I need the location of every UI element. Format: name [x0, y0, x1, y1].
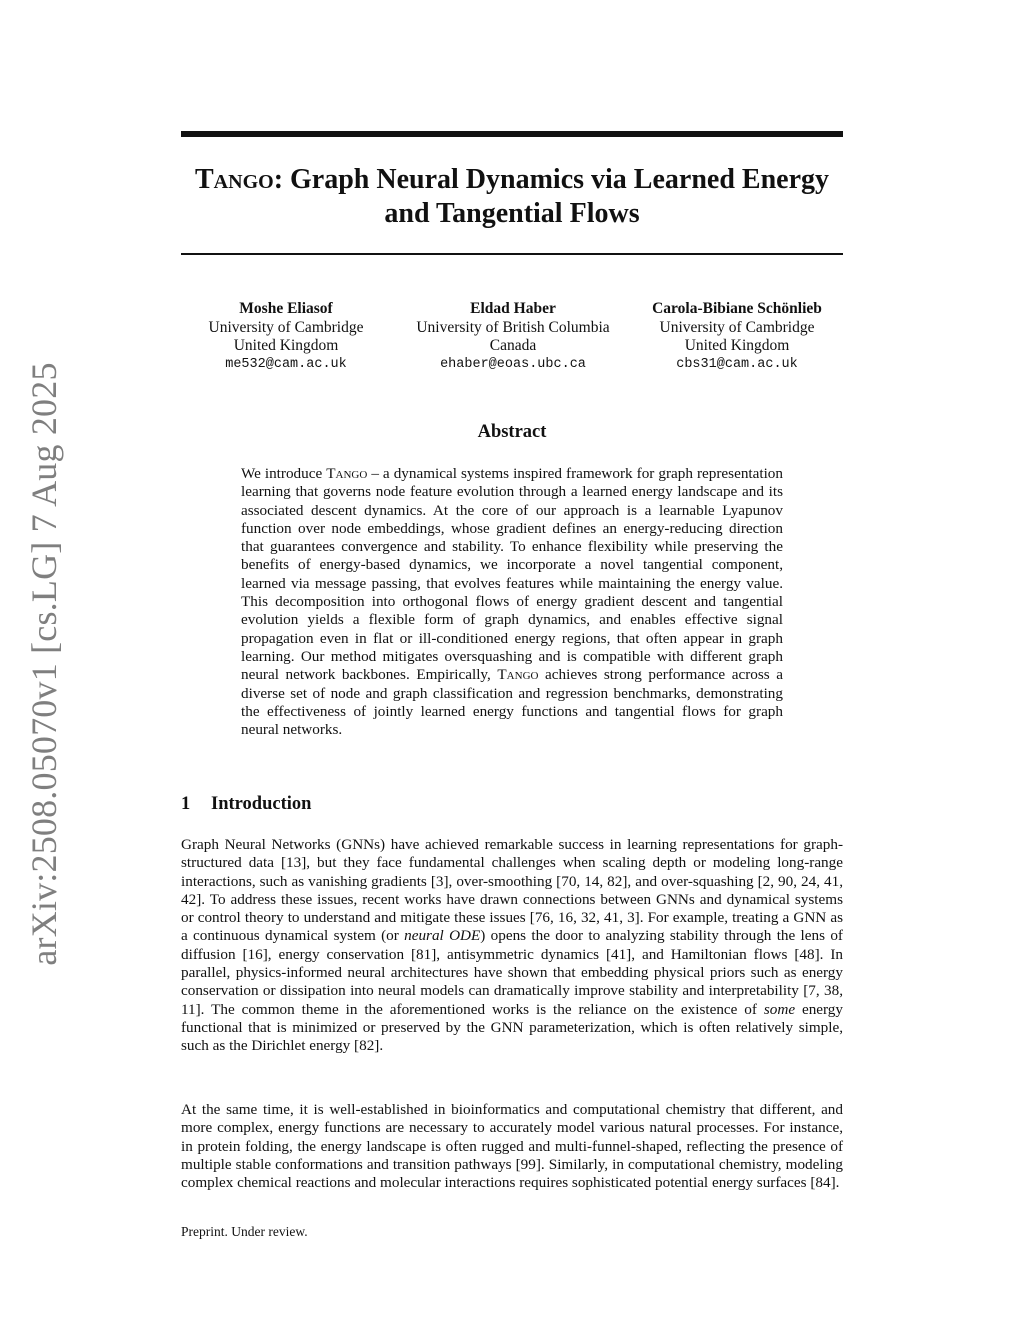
author-1: [181, 300, 391, 374]
author-email[interactable]: me532@cam.ac.uk: [225, 356, 347, 372]
arxiv-identifier-stamp: arXiv:2508.05070v1 [cs.LG] 7 Aug 2025: [24, 362, 64, 966]
author-country: Canada: [489, 337, 537, 354]
abstract-text: We introduce: [241, 465, 327, 482]
intro-paragraph-1: [181, 836, 843, 1056]
author-country: United Kingdom: [684, 337, 790, 354]
title-line-1: : Graph Neural Dynamics via Learned Energy: [273, 164, 829, 195]
paragraph-text: ) opens the door to analyzing stability through the lens of diffusion [16], energy conservation [81], antisymmetric dynamics [41], and Hamiltonian flows [48]. In parallel, physics-informed neural architectures have shown that embedding physical priors such as energy conservation or dissipation into neural models can dramatically improve stability and interpretability [7, 38, 11]. The common theme in the aforementioned works is the reliance on the existence of: [181, 927, 843, 1018]
title-bottom-rule: [181, 253, 843, 255]
author-affiliation: University of Cambridge: [208, 318, 364, 336]
author-name: Carola-Bibiane Schönlieb: [652, 300, 822, 317]
footer-note: Preprint. Under review.: [181, 1224, 308, 1239]
abstract-text: – a dynamical systems inspired framework for graph representation learning that governs node feature evolution through a learned energy landscape and its associated descent dynamics. At the core of our approach is a learnable Lyapunov function over node embeddings, whose gradient defines an energy-reducing direction that guarantees convergence and stability. To enhance flexibility while preserving the benefits of energy-based dynamics, we incorporate a novel tangential component, learned via message passing, that evolves features while maintaining the energy value. This decomposition into orthogonal flows of energy gradient descent and tangential evolution yields a flexible form of graph dynamics, and enables effective signal propagation even in flat or ill-conditioned energy regions, that often appear in graph learning. Our method mitigates oversquashing and is compatible with different graph neural network backbones. Empirically,: [241, 465, 783, 684]
emphasis-text: some: [763, 1000, 796, 1018]
section-heading-introduction: [181, 794, 311, 815]
title-line-2: and Tangential Flows: [384, 198, 640, 229]
author-block: [181, 300, 843, 380]
author-affiliation: University of Cambridge: [659, 318, 815, 336]
paragraph-text: Graph Neural Networks (GNNs) have achieved remarkable success in learning representations for graph-structured data [13], but they face fundamental challenges when scaling depth or modeling long-range interactions, such as vanishing gradients [3], over-smoothing [70, 14, 82], and over-squashing [2, 90, 24, 41, 42]. To address these issues, recent works have drawn connections between GNNs and dynamical systems or control theory to understand and mitigate these issues [76, 16, 32, 41, 3]. For example, treating a GNN as a continuous dynamical system (or: [181, 836, 843, 945]
author-email[interactable]: ehaber@eoas.ubc.ca: [440, 356, 586, 372]
author-country: United Kingdom: [233, 337, 339, 354]
abstract-text: achieves strong performance across a diverse set of node and graph classification and regression benchmarks, demonstrating the effectiveness of jointly learned energy functions and tangential flows for graph neural networks.: [241, 666, 783, 739]
author-name: Moshe Eliasof: [239, 300, 333, 317]
section-title: Introduction: [211, 794, 312, 814]
paragraph-text: energy functional that is minimized or preserved by the GNN parameterization, which is often relatively simple, such as the Dirichlet energy [82].: [181, 1000, 843, 1055]
method-name: Tango: [497, 666, 539, 684]
abstract-heading: Abstract: [477, 422, 547, 442]
method-name: Tango: [326, 465, 368, 482]
abstract-body: [241, 465, 783, 739]
author-email[interactable]: cbs31@cam.ac.uk: [676, 356, 798, 372]
title-top-rule: [181, 131, 843, 137]
section-number: 1: [181, 794, 191, 814]
author-affiliation: University of British Columbia: [416, 318, 610, 336]
author-2: [398, 300, 628, 374]
author-3: [631, 300, 843, 374]
title-method-name: Tango: [195, 164, 274, 195]
paper-title: [181, 163, 843, 231]
intro-paragraph-2: At the same time, it is well-established in bioinformatics and computational chemistry that different, and more complex, energy functions are necessary to accurately model various natural processes. For instance, in protein folding, the energy landscape is often rugged and multi-funnel-shaped, reflecting the presence of multiple stable conformations and transition pathways [99]. Similarly, in computational chemistry, modeling complex chemical reactions and molecular interactions requires sophisticated potential energy surfaces [84].: [181, 1101, 843, 1192]
author-name: Eldad Haber: [470, 300, 556, 317]
emphasis-text: neural ODE: [404, 927, 481, 945]
